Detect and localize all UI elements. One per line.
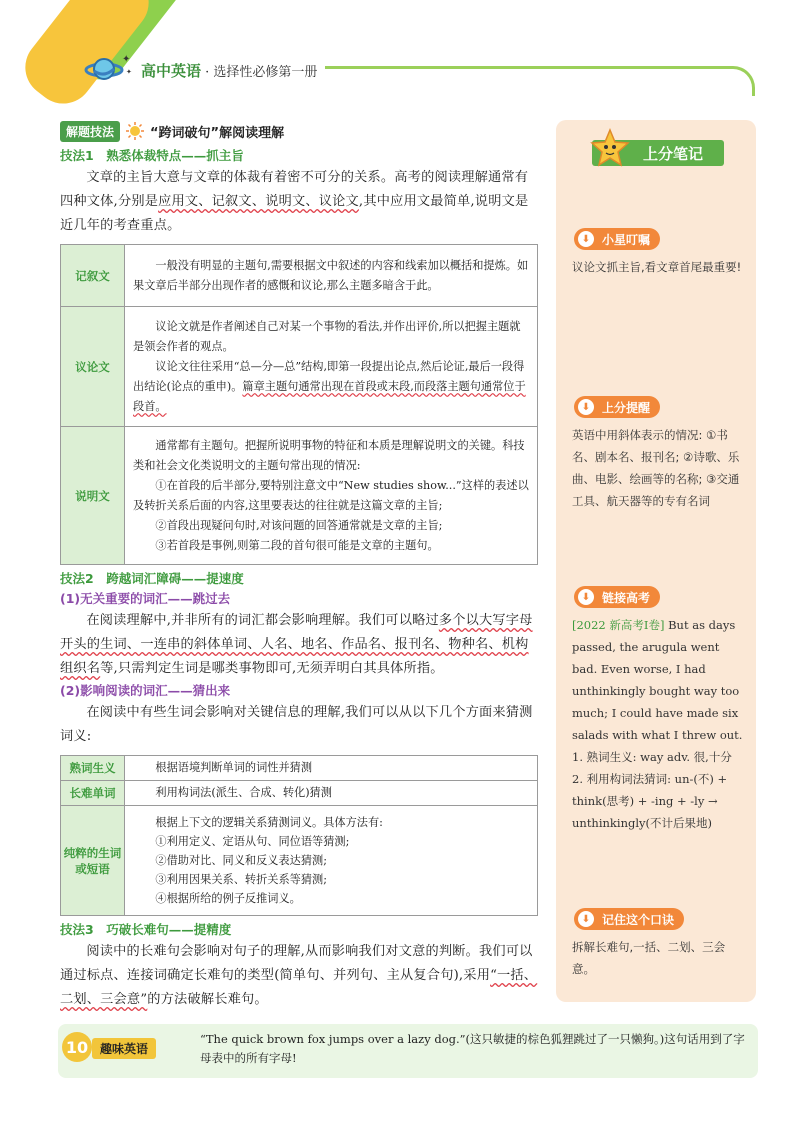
section-title: “跨词破句”解阅读理解 [150,125,285,141]
note-tag-reminder [574,228,660,250]
note-text: 英语中用斜体表示的情况: ①书名、剧本名、报刊名; ②诗歌、乐曲、电影、绘画等的名称; ③交通工具、航天器等的专有名词 [572,428,740,508]
note-tag-mnemonic [574,908,684,930]
method3-paragraph [60,940,538,1012]
genre-table [60,244,538,565]
star-mascot-icon [590,128,630,168]
method1-paragraph [60,166,538,238]
fun-english-tag: 趣味英语 [92,1038,156,1059]
vocab-table [60,755,538,916]
row-label: 长难单词 [61,781,125,806]
row-line: 一般没有明显的主题句,需要根据文中叙述的内容和线索加以概括和提炼。如果文章后半部分出现作者的感慨和议论,那么主题多暗含于此。 [133,258,529,292]
row-line: ③利用因果关系、转折关系等猜测; [155,873,327,886]
row-line: 根据语境判断单词的词性并猜测 [155,761,313,774]
note-tag-label: 记住这个口诀 [602,912,675,927]
down-arrow-icon: ⬇ [578,589,594,605]
row-line: ①利用定义、定语从句、同位语等猜测; [155,835,350,848]
exam-note-1: 1. 熟词生义: way adv. 很,十分 [572,750,732,764]
m2-p1-wavy: 多个以大写字母开头的生词、一连串的斜体单词、人名、地名、作品名、报刊名、物种名、机构组织名 [60,613,533,676]
header-rule [325,66,755,96]
down-arrow-icon: ⬇ [578,231,594,247]
note-tag-exam [574,586,660,608]
row-content [125,427,538,565]
row-line: 根据上下文的逻辑关系猜测词义。具体方法有: [155,816,383,829]
side-banner-label: 上分笔记 [642,144,703,163]
row-content [125,307,538,427]
subject-label: 高中英语 [141,62,202,80]
row-content [125,806,538,916]
m1-p1-end: ,其中应用文最简单,说明文是近几年的考查重点。 [60,194,529,233]
row-line-wavy: 篇章主题句通常出现在首段或末段,而段落主题句通常位于段首。 [133,379,526,413]
note-text: 拆解长难句,一括、二划、三会意。 [572,940,726,976]
row-line: 议论文就是作者阐述自己对某一个事物的看法,并作出评价,所以把握主题就是领会作者的观点。 [133,319,521,353]
method2-title: 技法2 跨越词汇障碍——提速度 [60,571,244,586]
note-tag-label: 上分提醒 [602,400,651,415]
row-line: ②借助对比、同义和反义表达猜测; [155,854,327,867]
footer-text: “The quick brown fox jumps over a lazy dog.”(这只敏捷的棕色狐狸跳过了一只懒狗。)这句话用到了字母表中的所有字母! [200,1032,745,1065]
row-line: ①在首段的后半部分,要特别注意文中“New studies show...”这样的表述以及转折关系后面的内容,这里要表达的往往就是这篇文章的主旨; [133,478,529,512]
row-line: 利用构词法(派生、合成、转化)猜测 [155,786,332,799]
row-label: 纯粹的生词或短语 [61,806,125,916]
row-content [125,245,538,307]
row-line: ②首段出现疑问句时,对该问题的回答通常就是文章的主旨; [155,518,443,532]
row-label: 说明文 [61,427,125,565]
row-line: ③若首段是事例,则第二段的首句很可能是文章的主题句。 [155,538,439,552]
note-text: 议论文抓主旨,看文章首尾最重要! [572,260,742,274]
down-arrow-icon: ⬇ [578,911,594,927]
table-row [61,806,538,916]
note-tag-tip [574,396,660,418]
book-label: 选择性必修第一册 [213,65,318,80]
sun-icon [126,122,144,140]
m3-p-wavy: “一括、二划、三会意” [60,968,538,1007]
table-row [61,427,538,565]
m3-p: 阅读中的长难句会影响对句子的理解,从而影响我们对文意的判断。我们可以通过标点、连接词确定长难句的类型(简单句、并列句、主从复合句),采用 [60,944,533,983]
svg-text:✦: ✦ [126,68,132,76]
note-text [572,614,744,834]
planet-icon [84,52,136,88]
down-arrow-icon: ⬇ [578,399,594,415]
table-row [61,245,538,307]
row-line: ④根据所给的例子反推词义。 [155,892,301,905]
method3-title: 技法3 巧破长难句——提精度 [60,922,232,937]
row-label: 议论文 [61,307,125,427]
row-line-text: 议论文往往采用“总—分—总”结构,即第一段提出论点,然后论证,最后一段得出结论(论点的重申)。 [133,359,525,393]
m1-p1-wavy: 应用文、记叙文、说明文、议论文 [158,194,359,209]
method2-sub1: (1)无关重要的词汇——跳过去 [60,591,231,606]
row-line [133,357,529,417]
header-title: 高中英语 · 选择性必修第一册 [141,62,318,80]
row-content [125,781,538,806]
m1-p1: 文章的主旨大意与文章的体裁有着密不可分的关系。高考的阅读理解通常有四种文体,分别是 [60,170,529,209]
section-heading [60,120,538,142]
side-notes-panel [556,120,756,1002]
row-content [125,756,538,781]
m3-p-end: 的方法破解长难句。 [147,992,268,1007]
note-tag-label: 链接高考 [602,590,651,605]
method2-sub2: (2)影响阅读的词汇——猜出来 [60,683,231,698]
m2-p1-end: 等,只需判定生词是哪类事物即可,无须弄明白其具体所指。 [100,661,444,676]
exam-note-2: 2. 利用构词法猜词: un-(不) + think(思考) + -ing + -ly → unthinkingly(不计后果地) [572,772,728,830]
section-tag: 解题技法 [60,121,120,142]
page-number: 10 [62,1032,92,1062]
exam-quote: But as days passed, the arugula went bad. Even worse, I had unthinkingly bought way too much; I could have made six salads with what I threw out. [572,618,743,742]
row-label: 记叙文 [61,245,125,307]
note-tag-label: 小星叮嘱 [602,232,651,247]
row-label: 熟词生义 [61,756,125,781]
table-row [61,781,538,806]
table-row [61,756,538,781]
method2-paragraph2: 在阅读中有些生词会影响对关键信息的理解,我们可以从以下几个方面来猜测词义: [60,705,533,744]
main-content [60,120,538,1012]
method2-paragraph1 [60,609,538,681]
m2-p1: 在阅读理解中,并非所有的词汇都会影响理解。我们可以略过 [86,613,439,628]
method1-title: 技法1 熟悉体裁特点——抓主旨 [60,148,244,163]
row-line: 通常都有主题句。把握所说明事物的特征和本质是理解说明文的关键。科技类和社会文化类说明文的主题句常出现的情况: [133,438,525,472]
svg-text:✦: ✦ [122,54,131,65]
table-row [61,307,538,427]
exam-source: [2022 新高考Ⅰ卷] [572,618,665,632]
